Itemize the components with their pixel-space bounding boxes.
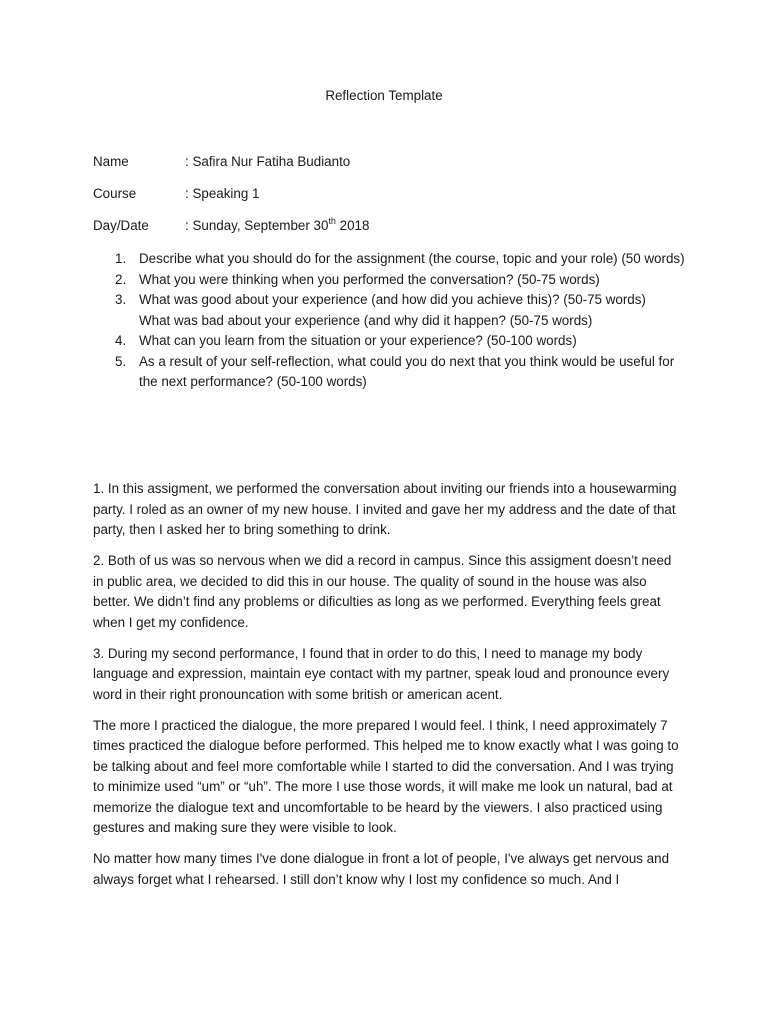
date-value-prefix: : Sunday, September 30 (185, 218, 329, 233)
date-superscript: th (328, 216, 336, 226)
question-text: What you were thinking when you performed the conversation? (50-75 words) (139, 271, 600, 287)
answer-paragraph: 2. Both of us was so nervous when we did a record in campus. Since this assigment doesn’t need in public area, we decided to did this in our house. The quality of sound in the house was also better. We didn’t find any problems or dificulties as long as we performed. Everything feels great when I get my confidence. (93, 553, 672, 630)
date-label: Day/Date (93, 218, 149, 233)
question-text: As a result of your self-reflection, what could you do next that you think would be useful for the next performance? (50-100 words) (139, 353, 675, 389)
question-number: 3. (115, 292, 127, 307)
name-row (93, 152, 350, 172)
name-label: Name (93, 154, 129, 169)
document-title: Reflection Template (325, 88, 443, 103)
name-value: : Safira Nur Fatiha Budianto (185, 154, 351, 169)
answer-paragraph: The more I practiced the dialogue, the more prepared I would feel. I think, I need approximately 7 times practiced the dialogue before performed. This helped me to know exactly what I was going to be talking about and feel more comfortable while I started to did the conversation. And I was trying to minimize used “um” or “uh”. The more I use those words, it will make me look un natural, bad at memorize the dialogue text and uncomfortable to be heard by the viewers. I also practiced using gestures and making sure they were visible to look. (93, 717, 679, 835)
answers-body (93, 479, 683, 901)
question-item (93, 249, 693, 270)
question-item (93, 331, 693, 352)
question-number: 2. (115, 271, 127, 287)
answer-paragraph: No matter how many times I've done dialogue in front a lot of people, I've always get nervous and always forget what I rehearsed. I still don’t know why I lost my confidence so much. And I (93, 851, 670, 887)
date-value-suffix: 2018 (335, 218, 370, 233)
question-extra-text: What was bad about your experience (and why did it happen? (50-75 words) (139, 312, 593, 328)
question-item (93, 352, 693, 393)
question-number: 1. (115, 251, 127, 266)
answer-paragraph: 1. In this assigment, we performed the conversation about inviting our friends into a housewarming party. I roled as an owner of my new house. I invited and gave her my address and the date of that party, then I asked her to bring something to drink. (93, 481, 677, 537)
question-list (93, 249, 693, 393)
question-number: 5. (115, 353, 127, 369)
date-value (185, 216, 369, 236)
question-text: Describe what you should do for the assignment (the course, topic and your role) (50 words) (139, 251, 685, 266)
course-label: Course (93, 186, 137, 201)
question-item (93, 290, 693, 311)
question-text: What was good about your experience (and how did you achieve this)? (50-75 words) (139, 292, 646, 307)
question-text: What can you learn from the situation or your experience? (50-100 words) (139, 333, 577, 348)
course-value: : Speaking 1 (185, 186, 260, 201)
question-number: 4. (115, 333, 127, 348)
answer-paragraph: 3. During my second performance, I found that in order to do this, I need to manage my body language and expression, maintain eye contact with my partner, speak loud and pronounce every word in their right pronouncation with some british or american acent. (93, 645, 670, 702)
question-item (93, 270, 693, 291)
date-row (93, 216, 369, 236)
course-row (93, 184, 259, 204)
